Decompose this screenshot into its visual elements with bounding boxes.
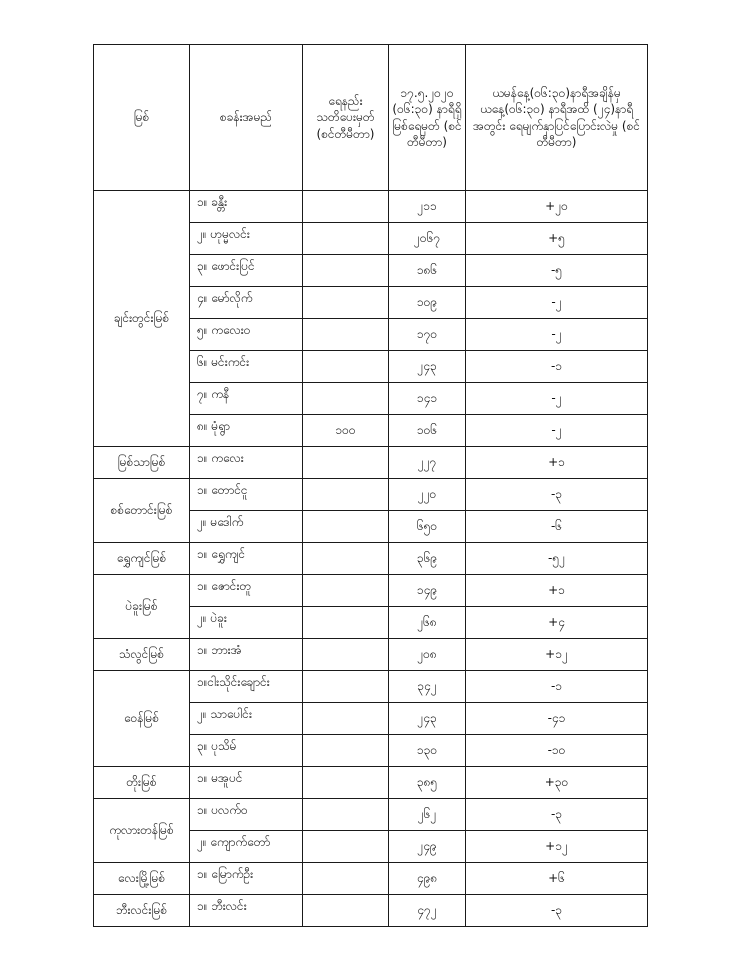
station-name: ၁။ ဘားအံ [190,639,303,671]
station-name: ၃။ ပုသိမ် [190,735,303,767]
station-name: ၂။ သာပေါင်း [190,703,303,735]
table-row [94,671,648,703]
table-row [94,767,648,799]
station-name: ၂။ ပဲခူး [190,607,303,639]
water-level-value: ၁၃၀ [389,735,466,767]
danger-level-value [303,287,389,319]
water-level-value: ၁၄၁ [389,383,466,415]
change-value: +၁၂ [466,639,648,671]
water-level-value: ၂၂၀ [389,479,466,511]
station-name: ၅။ ကလေးဝ [190,319,303,351]
table-row [94,639,648,671]
water-level-value: ၁၈၆ [389,255,466,287]
danger-level-value [303,511,389,543]
table-row [94,799,648,831]
river-name: ပဲခူးမြစ် [94,575,190,639]
station-name: ၁။ ခန္တီး [190,191,303,223]
change-value: -၃ [466,799,648,831]
station-name: ၁။ မအူပင် [190,767,303,799]
header-danger-level: ရေနည်း သတိပေးမှတ် (စင်တီမီတာ) [303,45,389,191]
station-name: ၂။ မဒေါက် [190,511,303,543]
river-name: စစ်တောင်းမြစ် [94,479,190,543]
water-level-value: ၂၄၃ [389,351,466,383]
danger-level-value [303,575,389,607]
change-value: -၁ [466,671,648,703]
water-level-value: ၂၀၆၇ [389,223,466,255]
change-value: +၄ [466,607,648,639]
change-value: +၅ [466,223,648,255]
station-name: ၃။ ဖောင်းပြင် [190,255,303,287]
river-level-table [93,44,648,927]
change-value: +၁၂ [466,831,648,863]
change-value: -၄၁ [466,703,648,735]
danger-level-value: ၁၀၀ [303,415,389,447]
table-row [94,575,648,607]
water-level-value: ၁၄၉ [389,575,466,607]
change-value: -၆ [466,511,648,543]
station-name: ၁။ ရွှေကျင် [190,543,303,575]
station-name: ၄။ မော်လိုက် [190,287,303,319]
change-value: -၃ [466,895,648,927]
change-value: +၆ [466,863,648,895]
water-level-value: ၂၂၇ [389,447,466,479]
change-value: -၁၀ [466,735,648,767]
water-level-value: ၁၀၆ [389,415,466,447]
danger-level-value [303,319,389,351]
station-name: ၁။ ဘီးလင်း [190,895,303,927]
header-station: စခန်းအမည် [190,45,303,191]
station-name: ၆။ မင်းကင်း [190,351,303,383]
change-value: -၂ [466,383,648,415]
change-value: -၁ [466,351,648,383]
danger-level-value [303,831,389,863]
table-body [94,191,648,927]
danger-level-value [303,895,389,927]
change-value: +၃၀ [466,767,648,799]
table-row [94,191,648,223]
water-level-value: ၂၁၁ [389,191,466,223]
danger-level-value [303,479,389,511]
danger-level-value [303,703,389,735]
danger-level-value [303,543,389,575]
change-value: -၃ [466,479,648,511]
river-name: ဝေန်မြစ် [94,671,190,767]
river-name: ချင်းတွင်းမြစ် [94,191,190,447]
river-name: သံလွင်မြစ် [94,639,190,671]
river-name: တိုးမြစ် [94,767,190,799]
station-name: ၂။ ဟုမ္မလင်း [190,223,303,255]
station-name: ၁။ ပလက်ဝ [190,799,303,831]
table-row [94,863,648,895]
station-name: ၇။ ကနီ [190,383,303,415]
danger-level-value [303,223,389,255]
water-level-value: ၂၄၃ [389,703,466,735]
change-value: +၁ [466,447,648,479]
danger-level-value [303,607,389,639]
station-name: ၂။ ကျောက်တော် [190,831,303,863]
water-level-value: ၃၆၉ [389,543,466,575]
change-value: -၅ [466,255,648,287]
danger-level-value [303,383,389,415]
danger-level-value [303,863,389,895]
change-value: +၂၀ [466,191,648,223]
change-value: -၂ [466,319,648,351]
river-name: ဘီးလင်းမြစ် [94,895,190,927]
danger-level-value [303,799,389,831]
water-level-value: ၁၀၉ [389,287,466,319]
water-level-value: ၄၇၂ [389,895,466,927]
danger-level-value [303,639,389,671]
station-name: ၁။ တောင်ငူ [190,479,303,511]
danger-level-value [303,447,389,479]
danger-level-value [303,191,389,223]
table-row [94,447,648,479]
river-name: လေးမြို့မြစ် [94,863,190,895]
table-row [94,895,648,927]
danger-level-value [303,255,389,287]
change-value: -၅၂ [466,543,648,575]
water-level-value: ၂၆၈ [389,607,466,639]
station-name: ၁။ ကလေး [190,447,303,479]
station-name: ၁။ငါးသိုင်းချောင်း [190,671,303,703]
water-level-value: ၃၄၂ [389,671,466,703]
river-name: မြစ်သာမြစ် [94,447,190,479]
header-river: မြစ် [94,45,190,191]
water-level-value: ၃၈၅ [389,767,466,799]
water-level-value: ၂၆၂ [389,799,466,831]
danger-level-value [303,351,389,383]
water-level-value: ၁၇၀ [389,319,466,351]
water-level-value: ၆၅၀ [389,511,466,543]
change-value: -၂ [466,287,648,319]
header-row [94,45,648,191]
danger-level-value [303,767,389,799]
danger-level-value [303,735,389,767]
water-level-value: ၄၉၈ [389,863,466,895]
table-row [94,543,648,575]
river-name: ရွှေကျင်မြစ် [94,543,190,575]
station-name: ၁။ မြောက်ဦး [190,863,303,895]
change-value: +၁ [466,575,648,607]
danger-level-value [303,671,389,703]
table-row [94,479,648,511]
water-level-value: ၂၄၉ [389,831,466,863]
header-24h-change: ယမန်နေ့(၀၆:၃၀)နာရီအချိန်မှ ယနေ့(၀၆:၃၀) နာရီအထိ (၂၄)နာရီအတွင်း ရေမျက်နှာပြင်ပြောင်းလဲမှု (စင်တီမီတာ) [466,45,648,191]
station-name: ၈။ မုံရွာ [190,415,303,447]
station-name: ၁။ ဇောင်းတူ [190,575,303,607]
header-water-level: ၁၇.၅.၂၀၂၀ (၀၆:၃၀) နာရီရှိ မြစ်ရေမှတ် (စင်တီမီတာ) [389,45,466,191]
water-level-value: ၂၀၈ [389,639,466,671]
river-name: ကုလားတန်မြစ် [94,799,190,863]
change-value: -၂ [466,415,648,447]
